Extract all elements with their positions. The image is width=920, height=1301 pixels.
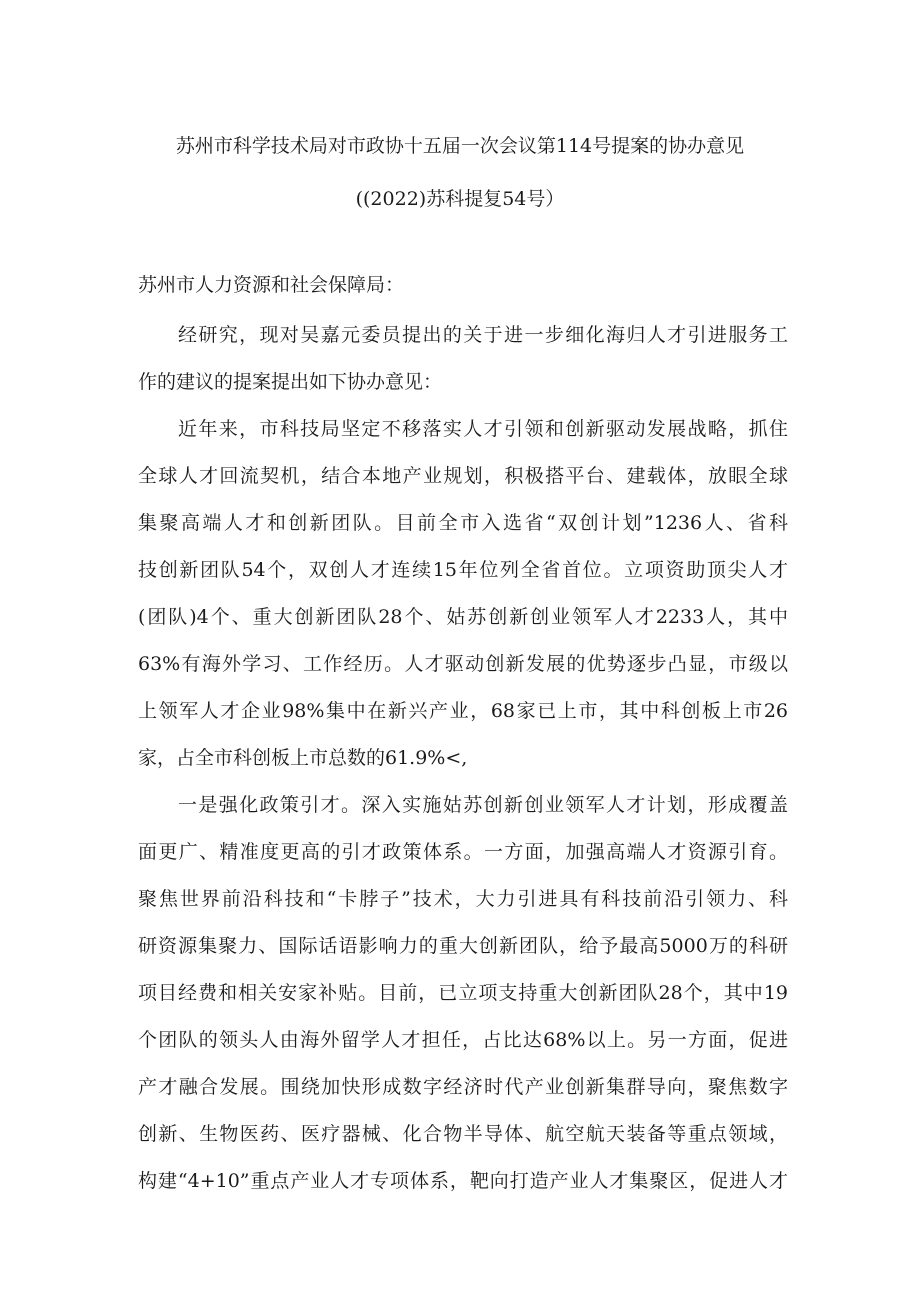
- text-line: 63%有海外学习、工作经历。人才驱动创新发展的优势逐步凸显，市级以: [138, 653, 788, 675]
- text-line: 创新、生物医药、医疗器械、化合物半导体、航空航天装备等重点领域，: [138, 1123, 788, 1145]
- text-line: 个团队的领头人由海外留学人才担任，占比达68%以上。另一方面，促进: [138, 1029, 788, 1051]
- text-line: 集聚高端人才和创新团队。目前全市入选省“双创计划”1236人、省科: [138, 512, 788, 534]
- text-line: 作的建议的提案提出如下协办意见：: [138, 371, 443, 393]
- text-line: 上领军人才企业98%集中在新兴产业，68家已上市，其中科创板上市26: [138, 700, 788, 722]
- text-line: 项目经费和相关安家补贴。目前，已立项支持重大创新团队28个，其中19: [138, 982, 788, 1004]
- text-line: 经研究，现对吴嘉元委员提出的关于进一步细化海归人才引进服务工: [178, 324, 788, 346]
- salutation: 苏州市人力资源和社会保障局：: [138, 274, 405, 296]
- text-line: 全球人才回流契机，结合本地产业规划，积极搭平台、建载体，放眼全球: [138, 465, 788, 487]
- text-line: 构建“4+10”重点产业人才专项体系，靶向打造产业人才集聚区，促进人才: [138, 1170, 788, 1192]
- text-line: 近年来，市科技局坚定不移落实人才引领和创新驱动发展战略，抓住: [178, 418, 788, 440]
- document-number: ((2022)苏科提复54号）: [355, 188, 565, 210]
- text-line: 家，占全市科创板上市总数的61.9%<,: [138, 747, 468, 769]
- text-line: 技创新团队54个，双创人才连续15年位列全省首位。立项资助顶尖人才: [138, 559, 788, 581]
- text-line: 产才融合发展。围绕加快形成数字经济时代产业创新集群导向，聚焦数字: [138, 1076, 788, 1098]
- text-line: 面更广、精准度更高的引才政策体系。一方面，加强高端人才资源引育。: [138, 841, 788, 863]
- text-line: 研资源集聚力、国际话语影响力的重大创新团队，给予最高5000万的科研: [138, 935, 788, 957]
- text-line: 聚焦世界前沿科技和“卡脖子”技术，大力引进具有科技前沿引领力、科: [138, 888, 788, 910]
- text-line: 一是强化政策引才。深入实施姑苏创新创业领军人才计划，形成覆盖: [178, 794, 788, 816]
- text-line: (团队)4个、重大创新团队28个、姑苏创新创业领军人才2233人，其中: [138, 606, 788, 628]
- document-title: 苏州市科学技术局对市政协十五届一次会议第114号提案的协办意见: [175, 135, 745, 157]
